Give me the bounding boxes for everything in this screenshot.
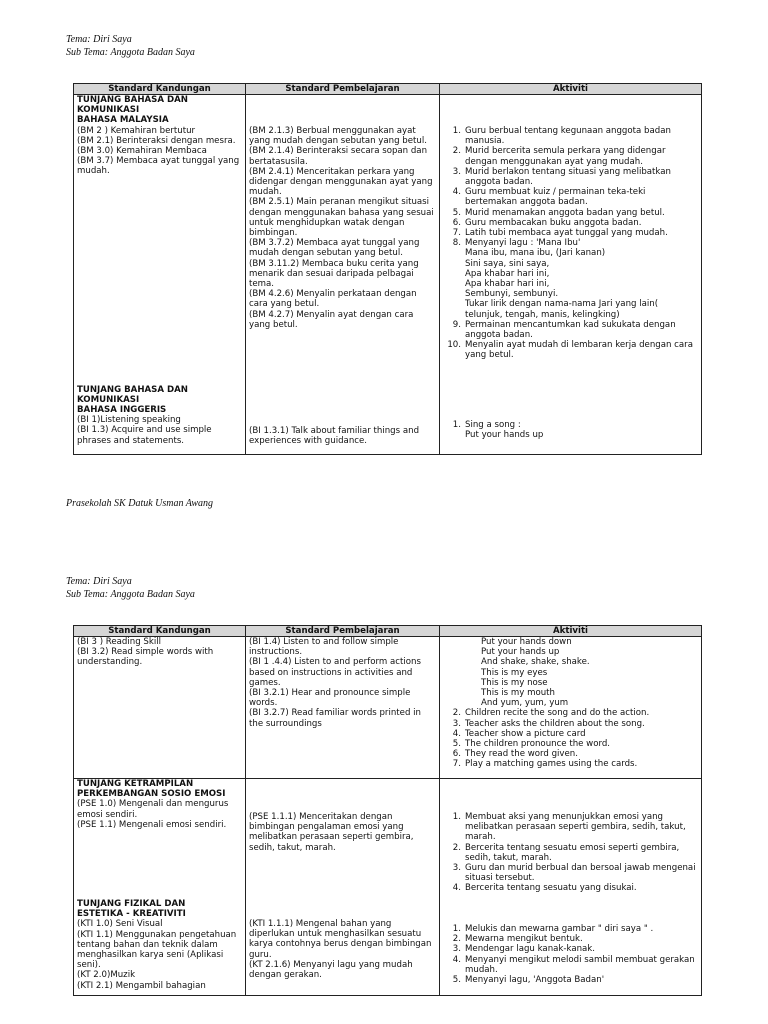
bm-sp-item: (BM 2.1.4) Berinteraksi secara sopan dan bertatasusila. bbox=[249, 146, 428, 167]
kti-sk-item: (KTI 2.1) Mengambil bahagian bbox=[77, 980, 206, 991]
bm-title-1: TUNJANG BAHASA DAN bbox=[77, 95, 188, 105]
bi2-aktiviti bbox=[440, 637, 702, 779]
bi2-lyric-line: This is my nose bbox=[481, 677, 548, 688]
pse-standard-pembelajaran bbox=[246, 779, 440, 899]
bi2-sp-item: (BI 1.4) Listen to and follow simple instructions. bbox=[249, 637, 399, 658]
bm-lyric-line: Apa khabar hari ini, bbox=[465, 279, 550, 290]
page1-tema: Tema: Diri Saya bbox=[66, 34, 132, 45]
bi2-lyric-line: And shake, shake, shake. bbox=[481, 657, 590, 668]
bm-sp-item: (BM 3.7.2) Membaca ayat tunggal yang mudah dengan sebutan yang betul. bbox=[249, 238, 420, 259]
bi2-activity-item: 2. Children recite the song and do the action. bbox=[452, 708, 650, 719]
bi-sk-item: (BI 1.3) Acquire and use simple phrases and statements. bbox=[77, 425, 212, 446]
bi2-lyric-line: Put your hands up bbox=[481, 647, 560, 658]
bm-activity-item: 10. Menyalin ayat mudah di lembaran kerja dengan cara yang betul. bbox=[447, 340, 693, 361]
page1-table bbox=[73, 83, 702, 455]
bi-title-2: KOMUNIKASI bbox=[77, 394, 140, 405]
bm-sk-item: (BM 2 ) Kemahiran bertutur bbox=[77, 125, 196, 136]
bm-lyric-line: Sembunyi, sembunyi. bbox=[465, 289, 559, 300]
col-standard-pembelajaran: Standard Pembelajaran bbox=[246, 626, 440, 637]
pse-title-1: TUNJANG KETRAMPILAN bbox=[77, 779, 194, 789]
bi-sk-item: (BI 1)Listening speaking bbox=[77, 415, 181, 426]
bm-title-2: KOMUNIKASI bbox=[77, 105, 140, 116]
bm-activity-item: 5. Murid menamakan anggota badan yang betul. bbox=[452, 207, 665, 218]
kti-title-1: TUNJANG FIZIKAL DAN bbox=[77, 899, 186, 909]
pse-activity-item: 1. Membuat aksi yang menunjukkan emosi yang melibatkan perasaan seperti gembira, sedih, takut, marah. bbox=[452, 812, 686, 843]
bi2-standard-kandungan bbox=[74, 637, 246, 779]
bm-activity-item: 7. Latih tubi membaca ayat tunggal yang mudah. bbox=[452, 228, 668, 239]
kti-sp-item: (KTI 1.1.1) Mengenal bahan yang diperlukan untuk menghasilkan sesuatu karya contohnya berus dengan bimbingan guru. bbox=[249, 919, 432, 960]
page1-subtema: Sub Tema: Anggota Badan Saya bbox=[66, 47, 195, 58]
bm-sp-item: (BM 4.2.6) Menyalin perkataan dengan cara yang betul. bbox=[249, 289, 417, 310]
kti-activity-item: 3. Mendengar lagu kanak-kanak. bbox=[452, 944, 596, 955]
bm-title-3: BAHASA MALAYSIA bbox=[77, 115, 169, 126]
bm-sk-item: (BM 3.7) Membaca ayat tunggal yang mudah. bbox=[77, 156, 240, 177]
col-standard-kandungan: Standard Kandungan bbox=[74, 626, 246, 637]
bi2-sp-item: (BI 3.2.1) Hear and pronounce simple words. bbox=[249, 688, 411, 709]
pse-sk-item: (PSE 1.0) Mengenali dan mengurus emosi sendiri. bbox=[77, 799, 229, 820]
bm-activity-item: 9. Permainan mencantumkan kad sukukata dengan anggota badan. bbox=[452, 319, 676, 341]
bm-sp-item: (BM 4.2.7) Menyalin ayat dengan cara yang betul. bbox=[249, 309, 414, 330]
bm-sk-item: (BM 3.0) Kemahiran Membaca bbox=[77, 146, 207, 157]
pse-activity-item: 4. Bercerita tentang sesuatu yang disukai. bbox=[452, 883, 637, 894]
bm-activity-item: 4. Guru membuat kuiz / permainan teka-teki bertemakan anggota badan. bbox=[452, 187, 646, 208]
bi2-lyric-line: Put your hands down bbox=[481, 637, 572, 647]
bi-title-1: TUNJANG BAHASA DAN bbox=[77, 384, 188, 395]
pse-sp-item: (PSE 1.1.1) Menceritakan dengan bimbingan pengalaman emosi yang melibatkan perasaan seperti gembira, sedih, takut, marah. bbox=[249, 812, 414, 853]
bm-activity-item: 2. Murid bercerita semula perkara yang didengar dengan menggunakan ayat yang mudah. bbox=[452, 146, 666, 167]
bi2-sp-item: (BI 3.2.7) Read familiar words printed in the surroundings bbox=[249, 708, 421, 729]
footer-school: Prasekolah SK Datuk Usman Awang bbox=[66, 498, 214, 509]
kti-activity-item: 4. Menyanyi mengikut melodi sambil membuat gerakan mudah. bbox=[452, 954, 695, 975]
pse-activity-item: 2. Bercerita tentang sesuatu emosi seperti gembira, sedih, takut, marah. bbox=[452, 842, 680, 863]
col-standard-pembelajaran: Standard Pembelajaran bbox=[246, 84, 440, 95]
bm-aktiviti bbox=[440, 95, 702, 385]
bi-aktiviti bbox=[440, 385, 702, 455]
kti-activity-item: 2. Mewarna mengikut bentuk. bbox=[452, 934, 583, 945]
bi-activity-item: 1. Sing a song : bbox=[452, 419, 521, 430]
kti-title-2: ESTETIKA - KREATIVITI bbox=[77, 909, 186, 920]
kti-aktiviti bbox=[440, 899, 702, 995]
bi2-sk-item: (BI 3.2) Read simple words with understanding. bbox=[77, 647, 214, 668]
bi-lyric-line: Put your hands up bbox=[465, 429, 544, 440]
bm-standard-kandungan bbox=[74, 95, 246, 385]
page2-subtema: Sub Tema: Anggota Badan Saya bbox=[66, 589, 195, 600]
kti-sk-item: (KTI 1.0) Seni Visual bbox=[77, 919, 163, 930]
bi-standard-pembelajaran bbox=[246, 385, 440, 455]
bi-sp-item: (BI 1.3.1) Talk about familiar things and experiences with guidance. bbox=[249, 425, 420, 446]
bm-lyric-line: telunjuk, tengah, manis, kelingking) bbox=[465, 309, 620, 320]
bi2-lyric-line: This is my mouth bbox=[481, 688, 555, 699]
bm-lyric-line: Mana ibu, mana ibu, (Jari kanan) bbox=[465, 248, 606, 259]
pse-activity-item: 3. Guru dan murid berbual dan bersoal jawab mengenai situasi tersebut. bbox=[452, 863, 696, 884]
bi2-activity-item: 6. They read the word given. bbox=[452, 749, 578, 760]
bi2-activity-item: 4. Teacher show a picture card bbox=[452, 728, 586, 739]
kti-activity-item: 1. Melukis dan mewarna gambar " diri saya " . bbox=[452, 924, 654, 934]
col-aktiviti: Aktiviti bbox=[440, 626, 702, 637]
kti-sk-item: (KT 2.0)Muzik bbox=[77, 970, 136, 981]
bi2-sk-item: (BI 3 ) Reading Skill bbox=[77, 637, 162, 647]
kti-sk-item: (KTI 1.1) Menggunakan pengetahuan tentang bahan dan teknik dalam menghasilkan karya seni (Aplikasi seni). bbox=[77, 929, 237, 971]
pse-standard-kandungan bbox=[74, 779, 246, 899]
bi2-activity-item: 7. Play a matching games using the cards. bbox=[452, 759, 638, 770]
bi2-lyric-line: This is my eyes bbox=[481, 667, 548, 678]
kti-standard-pembelajaran bbox=[246, 899, 440, 995]
pse-title-2: PERKEMBANGAN SOSIO EMOSI bbox=[77, 789, 226, 800]
bm-lyric-line: Apa khabar hari ini, bbox=[465, 268, 550, 279]
bm-activity-item: 3. Murid berlakon tentang situasi yang melibatkan anggota badan. bbox=[452, 166, 671, 188]
bm-sp-item: (BM 3.11.2) Membaca buku cerita yang menarik dan sesuai daripada pelbagai tema. bbox=[249, 258, 419, 290]
kti-sp-item: (KT 2.1.6) Menyanyi lagu yang mudah dengan gerakan. bbox=[249, 959, 413, 981]
bm-sp-item: (BM 2.5.1) Main peranan mengikut situasi dengan menggunakan bahasa yang sesuai untuk menghidupkan watak dengan bimbingan. bbox=[249, 197, 434, 239]
col-standard-kandungan: Standard Kandungan bbox=[74, 84, 246, 95]
bm-activity-item: 8. Menyanyi lagu : 'Mana Ibu' bbox=[452, 238, 581, 249]
pse-sk-item: (PSE 1.1) Mengenali emosi sendiri. bbox=[77, 819, 227, 830]
bi2-standard-pembelajaran bbox=[246, 637, 440, 779]
bm-lyric-line: Tukar lirik dengan nama-nama Jari yang lain( bbox=[465, 299, 659, 310]
bi2-activity-item: 5. The children pronounce the word. bbox=[452, 739, 611, 750]
bi2-lyric-line: And yum, yum, yum bbox=[481, 698, 569, 709]
bm-standard-pembelajaran bbox=[246, 95, 440, 385]
bi-standard-kandungan bbox=[74, 385, 246, 455]
bi-title-3: BAHASA INGGERIS bbox=[77, 404, 167, 415]
bm-lyric-line: Sini saya, sini saya, bbox=[465, 258, 550, 269]
bm-sp-item: (BM 2.4.1) Menceritakan perkara yang didengar dengan menggunakan ayat yang mudah. bbox=[249, 166, 433, 198]
page2-table bbox=[73, 625, 702, 996]
bm-activity-item: 6. Guru membacakan buku anggota badan. bbox=[452, 217, 642, 228]
bi2-sp-item: (BI 1 .4.4) Listen to and perform actions based on instructions in activities and games. bbox=[249, 657, 421, 688]
bm-sk-item: (BM 2.1) Berinteraksi dengan mesra. bbox=[77, 135, 236, 146]
page2-tema: Tema: Diri Saya bbox=[66, 576, 132, 587]
pse-aktiviti bbox=[440, 779, 702, 899]
col-aktiviti: Aktiviti bbox=[440, 84, 702, 95]
kti-activity-item: 5. Menyanyi lagu, 'Anggota Badan' bbox=[452, 975, 605, 986]
bi2-activity-item: 3. Teacher asks the children about the song. bbox=[452, 718, 645, 729]
bm-sp-item: (BM 2.1.3) Berbual menggunakan ayat yang mudah dengan sebutan yang betul. bbox=[249, 126, 427, 147]
bm-activity-item: 1. Guru berbual tentang kegunaan anggota badan manusia. bbox=[452, 126, 671, 147]
kti-standard-kandungan bbox=[74, 899, 246, 995]
